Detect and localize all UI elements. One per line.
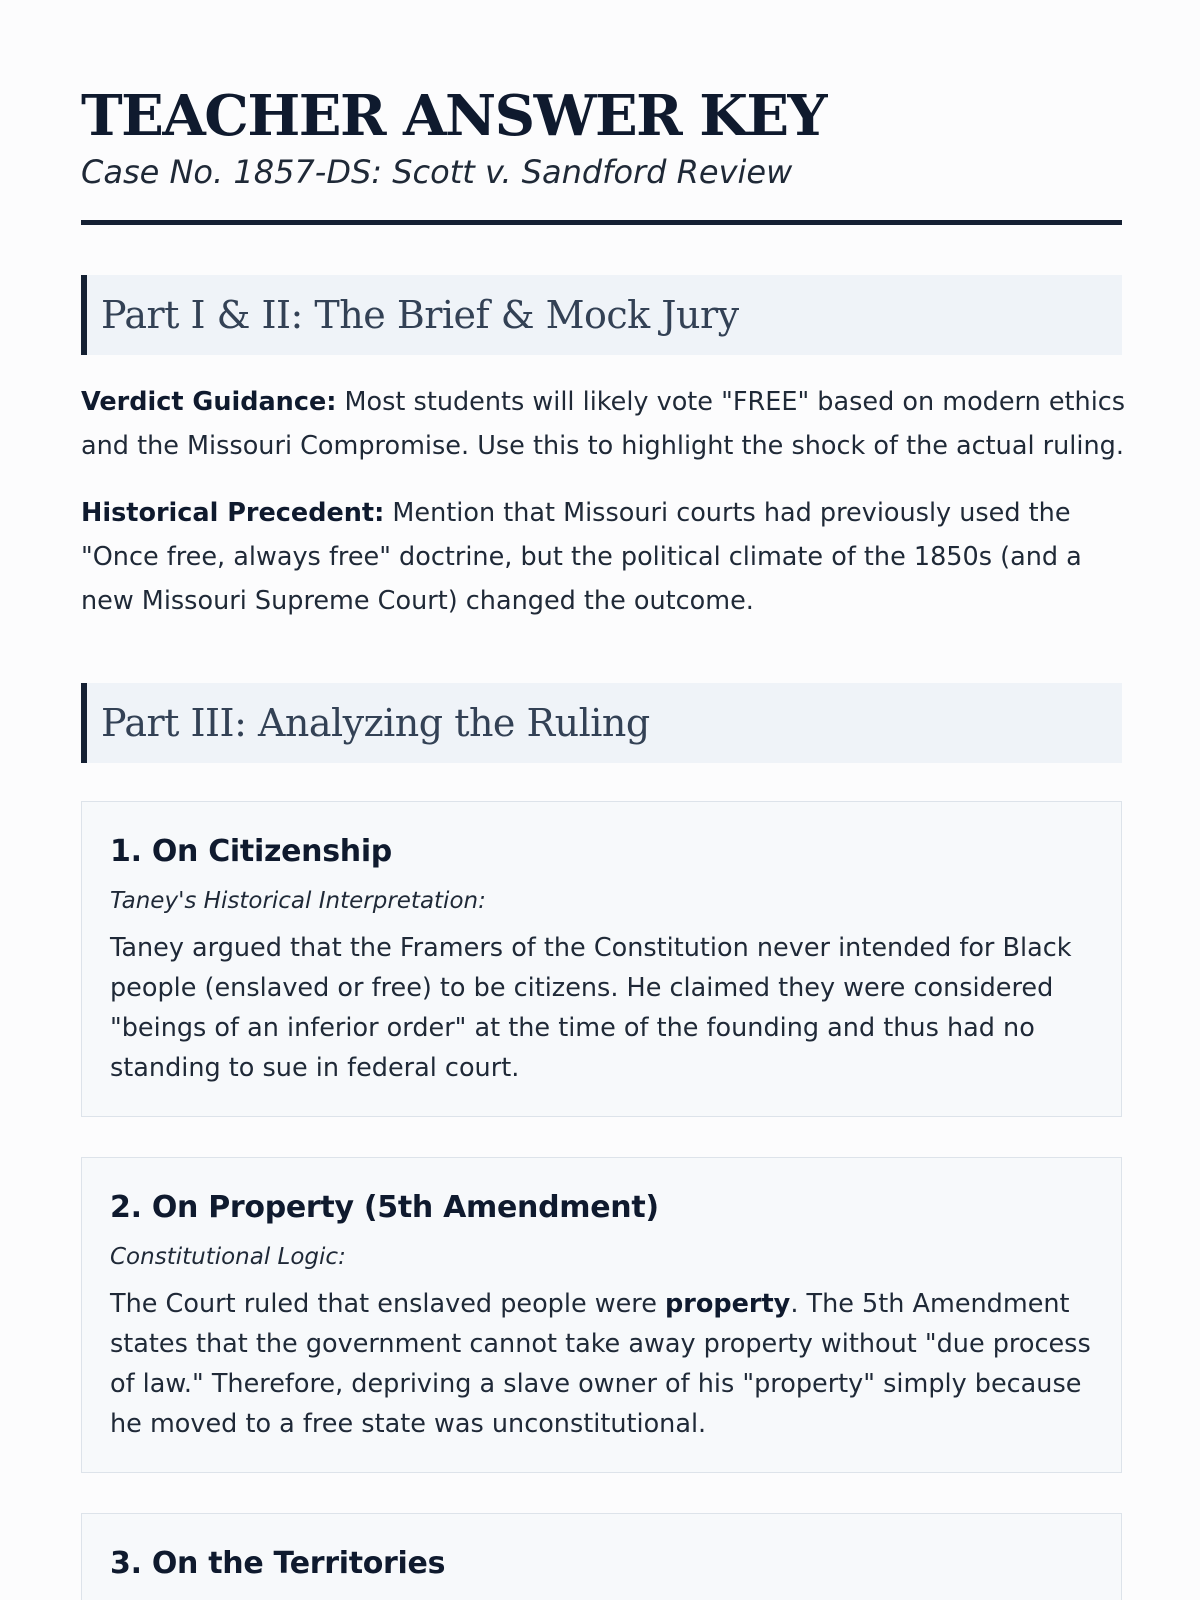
card-label: Taney's Historical Interpretation:: [110, 888, 486, 914]
header-divider: [81, 220, 1122, 225]
ruling-card-property: [81, 1157, 1122, 1473]
document-header: [81, 84, 1122, 192]
verdict-guidance-label: Verdict Guidance:: [81, 387, 337, 417]
verdict-guidance-text: Most students will likely vote "FREE" based on modern ethics and the Missouri Compromise. Use this to highlight the shock of the actual ruling.: [81, 387, 1126, 461]
historical-precedent-text: Mention that Missouri courts had previously used the "Once free, always free" doctrine, but the political climate of the 1850s (and a new Missouri Supreme Court) changed the outcome.: [81, 498, 1082, 616]
section-heading-text: Part III: Analyzing the Ruling: [101, 701, 650, 745]
case-subtitle: Case No. 1857-DS: Scott v. Sandford Review: [81, 153, 793, 191]
ruling-card-territories: [81, 1513, 1122, 1600]
card-body-emphasis: property: [665, 1289, 791, 1319]
card-title: 2. On Property (5th Amendment): [110, 1190, 659, 1225]
page-title: TEACHER ANSWER KEY: [81, 83, 827, 149]
ruling-card-citizenship: [81, 801, 1122, 1117]
card-title: 3. On the Territories: [110, 1546, 446, 1581]
card-label: Constitutional Logic:: [110, 1244, 346, 1270]
historical-precedent-label: Historical Precedent:: [81, 498, 385, 528]
card-body: Taney argued that the Framers of the Constitution never intended for Black people (enslaved or free) to be citizens. He claimed they were considered "beings of an inferior order" at the time of the founding and thus had no standing to sue in federal court.: [110, 933, 1072, 1083]
verdict-guidance-paragraph: [81, 380, 1126, 468]
section-heading-part-3: [81, 683, 1122, 763]
section-heading-part-1-2: [81, 275, 1122, 355]
card-body-text: . The 5th Amendment states that the government cannot take away property without "due process of law." Therefore, depriving a slave owner of his "property" simply because he moved to a free state was unconstitutional.: [110, 1289, 1091, 1439]
card-body-text: The Court ruled that enslaved people were: [110, 1289, 666, 1319]
section-heading-text: Part I & II: The Brief & Mock Jury: [101, 293, 739, 337]
historical-precedent-paragraph: [81, 491, 1126, 623]
card-title: 1. On Citizenship: [110, 834, 392, 869]
card-body: [110, 1284, 1093, 1444]
